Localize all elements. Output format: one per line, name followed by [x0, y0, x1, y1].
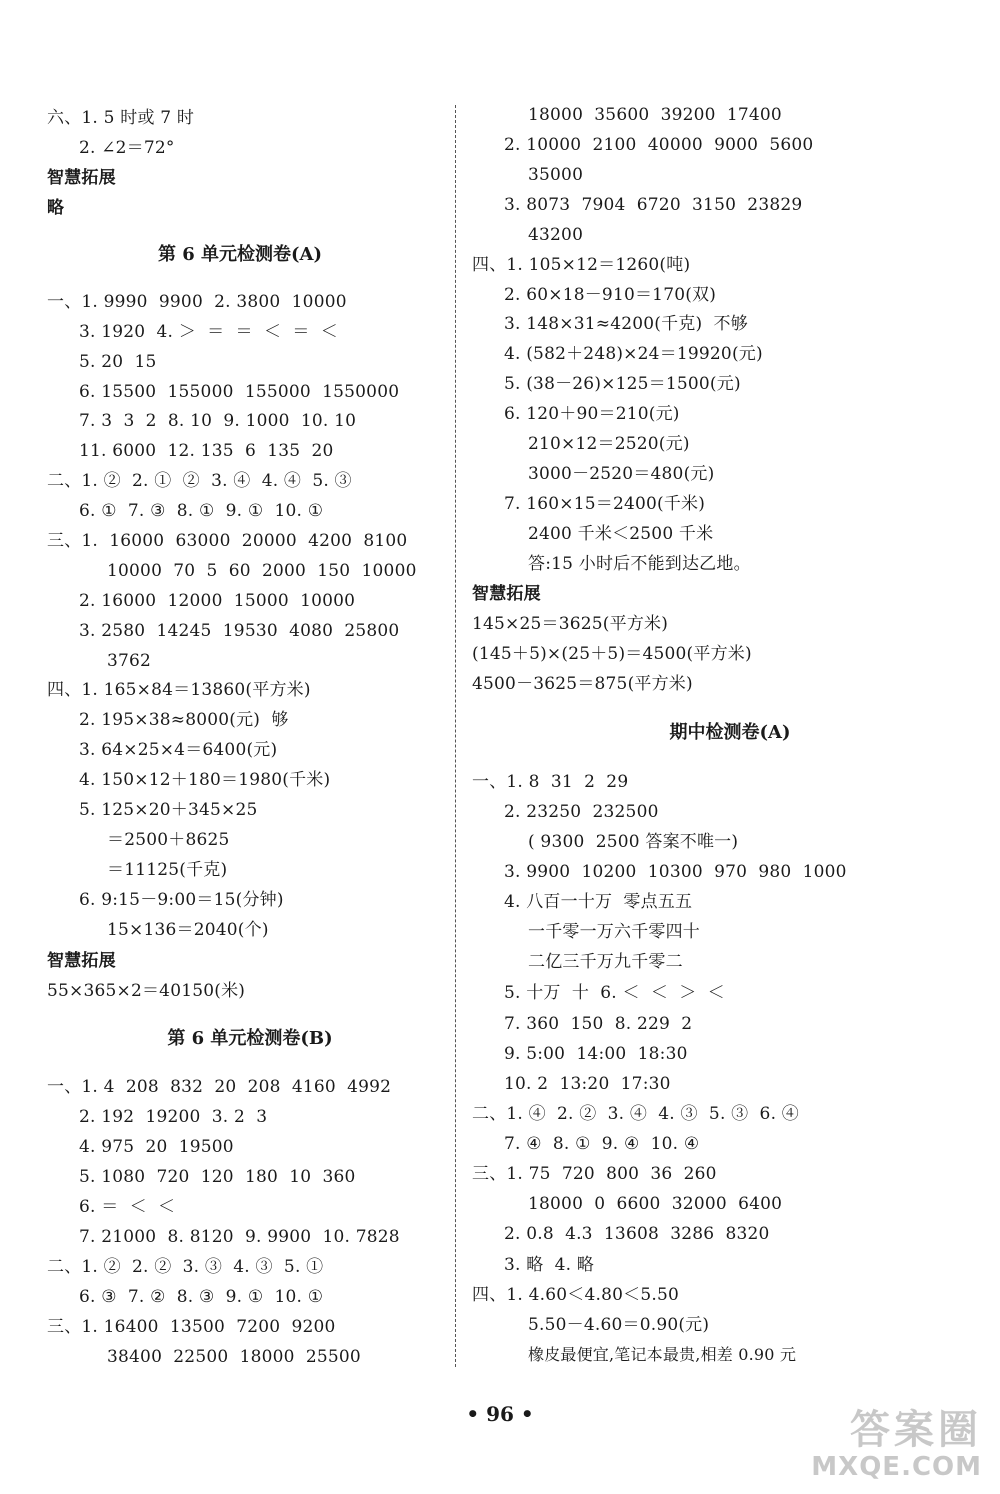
answer-line: 2. 0.8 4.3 13608 3286 8320 [504, 1224, 770, 1244]
unit6a-title: 第 6 单元检测卷(A) [157, 244, 323, 265]
answer-line: ( 9300 2500 答案不唯一) [528, 832, 739, 852]
answer-line: 一、1. 8 31 2 29 [472, 772, 629, 792]
answer-line: 6. ① 7. ③ 8. ① 9. ① 10. ① [79, 501, 324, 521]
answer-line: 3000－2520＝480(元) [528, 464, 715, 484]
answer-line: 4. 八百一十万 零点五五 [504, 892, 693, 912]
answer-line: 210×12＝2520(元) [528, 434, 690, 454]
answer-line: 7. 3 3 2 8. 10 9. 1000 10. 10 [79, 411, 357, 431]
answer-line: 三、1. 16400 13500 7200 9200 [47, 1317, 336, 1337]
answer-line: 一、1. 9990 9900 2. 3800 10000 [47, 292, 347, 312]
answer-line: 11. 6000 12. 135 6 135 20 [79, 441, 334, 461]
answer-line: 10. 2 13:20 17:30 [504, 1074, 671, 1094]
watermark-logo-text: 答案圈 [850, 1407, 982, 1453]
answer-line: 4500－3625＝875(平方米) [472, 674, 693, 694]
answer-line: 3. 9900 10200 10300 970 980 1000 [504, 862, 847, 882]
answer-line: 5. (38－26)×125＝1500(元) [504, 374, 741, 394]
answer-line: 5. 十万 十 6. ＜ ＜ ＞ ＜ [504, 983, 725, 1003]
answer-line: 二、1. ④ 2. ② 3. ④ 4. ③ 5. ③ 6. ④ [472, 1104, 799, 1124]
answer-line: 2. 60×18－910＝170(双) [504, 285, 717, 305]
answer-line: 6. ③ 7. ② 8. ③ 9. ① 10. ① [79, 1287, 324, 1307]
answer-line: 3. 2580 14245 19530 4080 25800 [79, 621, 400, 641]
answer-line: 7. 21000 8. 8120 9. 9900 10. 7828 [79, 1227, 400, 1247]
section-label: 智慧拓展 [47, 168, 116, 188]
answer-line: 18000 0 6600 32000 6400 [528, 1194, 783, 1214]
answer-line: 5. 125×20＋345×25 [79, 800, 258, 820]
column-divider [455, 105, 456, 1367]
answer-line: ＝2500＋8625 [107, 830, 230, 850]
answer-line: 2400 千米＜2500 千米 [528, 524, 714, 544]
answer-line: 2. 195×38≈8000(元) 够 [79, 710, 289, 730]
answer-line: 2. 23250 232500 [504, 802, 659, 822]
answer-line: 2. 192 19200 3. 2 3 [79, 1107, 268, 1127]
answer-line: 3. 148×31≈4200(千克) 不够 [504, 314, 748, 334]
answer-line: 4. (582＋248)×24＝19920(元) [504, 344, 763, 364]
answer-line: 38400 22500 18000 25500 [107, 1347, 361, 1367]
answer-line: 3. 略 4. 略 [504, 1255, 595, 1275]
answer-line: 15×136＝2040(个) [107, 920, 269, 940]
answer-line: 橡皮最便宜,笔记本最贵,相差 0.90 元 [528, 1345, 797, 1364]
answer-line: 三、1. 16000 63000 20000 4200 8100 [47, 531, 408, 551]
answer-line: 5. 1080 720 120 180 10 360 [79, 1167, 356, 1187]
answer-line: 3. 1920 4. ＞ ＝ ＝ ＜ ＝ ＜ [79, 322, 338, 342]
answer-line: (145＋5)×(25＋5)＝4500(平方米) [472, 644, 752, 664]
answer-line: 6. 120＋90＝210(元) [504, 404, 680, 424]
answer-line: 7. 160×15＝2400(千米) [504, 494, 706, 514]
answer-line: 六、1. 5 时或 7 时 [47, 108, 195, 128]
answer-line: 2. ∠2＝72° [79, 138, 175, 158]
answer-line: 55×365×2＝40150(米) [47, 981, 246, 1001]
answer-line: 35000 [528, 165, 584, 185]
answer-line: ＝11125(千克) [107, 860, 228, 880]
answer-line: 答:15 小时后不能到达乙地。 [528, 554, 751, 574]
answer-line: 6. 15500 155000 155000 1550000 [79, 382, 400, 402]
answer-line: 四、1. 4.60＜4.80＜5.50 [472, 1285, 679, 1305]
watermark-url: MXQE.COM [811, 1452, 982, 1482]
answer-line: 4. 975 20 19500 [79, 1137, 234, 1157]
answer-line: 3. 64×25×4＝6400(元) [79, 740, 278, 760]
answer-line: 43200 [528, 225, 584, 245]
answer-line: 2. 16000 12000 15000 10000 [79, 591, 356, 611]
answer-line: 四、1. 105×12＝1260(吨) [472, 255, 691, 275]
answer-line: 一、1. 4 208 832 20 208 4160 4992 [47, 1077, 392, 1097]
answer-line: 二亿三千万九千零二 [528, 952, 683, 972]
answer-line: 4. 150×12＋180＝1980(千米) [79, 770, 331, 790]
answer-line: 6. ＝ ＜ ＜ [79, 1197, 176, 1217]
answer-line: 5.50－4.60＝0.90(元) [528, 1315, 710, 1335]
answer-line: 7. ④ 8. ① 9. ④ 10. ④ [504, 1134, 700, 1154]
answer-line: 三、1. 75 720 800 36 260 [472, 1164, 717, 1184]
answer-line: 二、1. ② 2. ① ② 3. ④ 4. ④ 5. ③ [47, 471, 352, 491]
answer-line: 5. 20 15 [79, 352, 157, 372]
section-label: 智慧拓展 [472, 584, 541, 604]
answer-line: 略 [47, 198, 65, 218]
answer-line: 9. 5:00 14:00 18:30 [504, 1044, 688, 1064]
answer-line: 145×25＝3625(平方米) [472, 614, 669, 634]
answer-line: 7. 360 150 8. 229 2 [504, 1014, 693, 1034]
answer-line: 一千零一万六千零四十 [528, 922, 700, 942]
answer-line: 3762 [107, 651, 152, 671]
answer-line: 10000 70 5 60 2000 150 10000 [107, 561, 417, 581]
answer-line: 二、1. ② 2. ② 3. ③ 4. ③ 5. ① [47, 1257, 324, 1277]
answer-line: 2. 10000 2100 40000 9000 5600 [504, 135, 814, 155]
answer-line: 6. 9:15－9:00＝15(分钟) [79, 890, 284, 910]
section-label: 智慧拓展 [47, 951, 116, 971]
unit6b-title: 第 6 单元检测卷(B) [167, 1028, 333, 1049]
answer-line: 四、1. 165×84＝13860(平方米) [47, 680, 311, 700]
answer-line: 3. 8073 7904 6720 3150 23829 [504, 195, 803, 215]
page-number: • 96 • [466, 1402, 534, 1426]
answer-line: 18000 35600 39200 17400 [528, 105, 782, 125]
watermark [811, 1408, 982, 1482]
midterm-title: 期中检测卷(A) [669, 722, 791, 743]
